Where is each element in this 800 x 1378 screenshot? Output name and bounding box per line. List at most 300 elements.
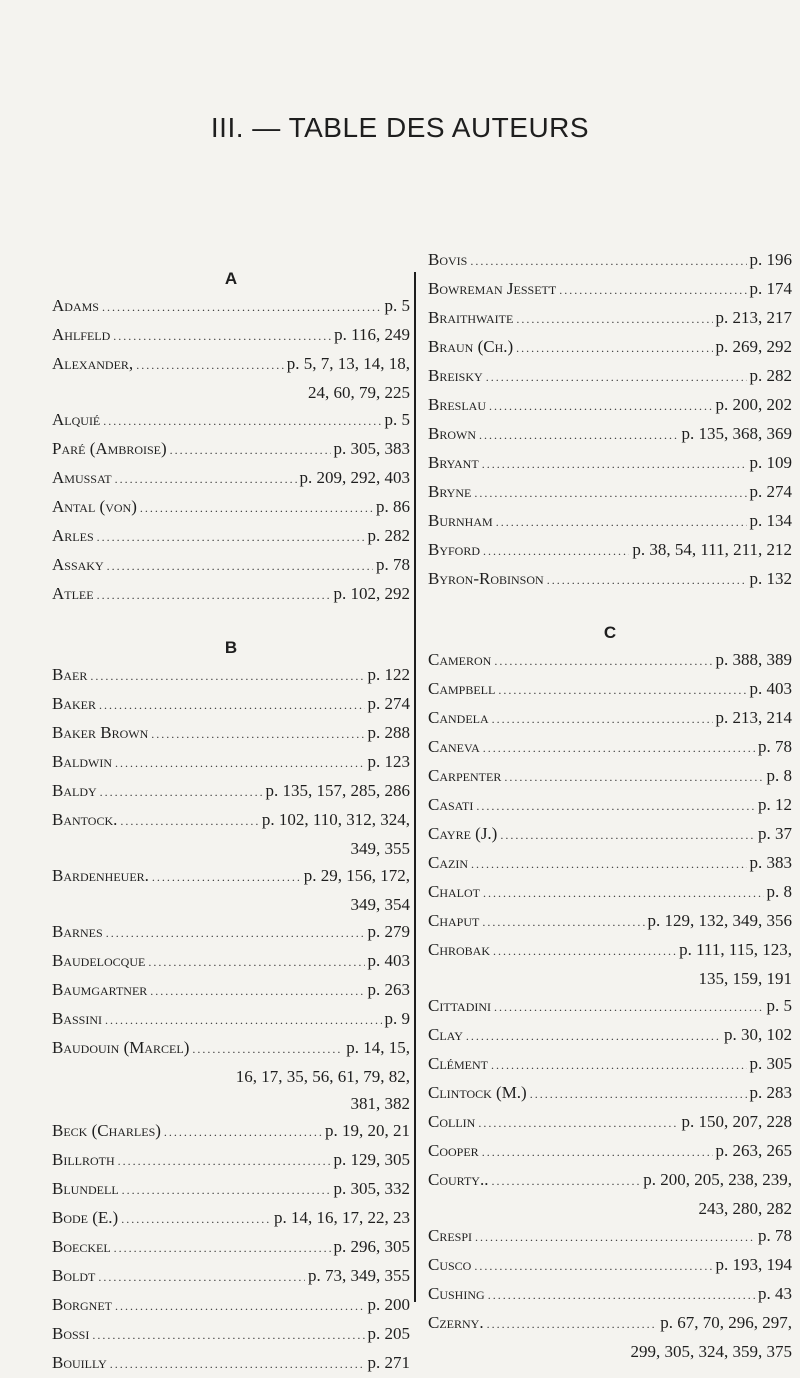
author-name: Carpenter: [428, 766, 502, 785]
page-references: p. 5, 7, 13, 14, 18,: [286, 354, 410, 373]
author-name: Chrobak: [428, 940, 491, 959]
leader-dots: [491, 1052, 747, 1079]
index-entry: [52, 661, 410, 690]
entry-row: [52, 1349, 410, 1378]
author-name: Casati: [428, 795, 474, 814]
index-entry: [428, 675, 792, 704]
leader-dots: [148, 949, 364, 976]
page-references-continued: 381, 382: [350, 1094, 410, 1113]
page-references: p. 388, 389: [715, 650, 792, 669]
page-references: p. 383: [749, 853, 792, 872]
entry-row: [428, 1280, 792, 1309]
index-entry: [428, 304, 792, 333]
leader-dots: [516, 306, 712, 333]
author-name: Candela: [428, 708, 489, 727]
page-references: p. 274: [749, 482, 792, 501]
entry-row: [52, 661, 410, 690]
entry-row: [52, 493, 410, 522]
leader-dots: [121, 1206, 271, 1233]
entry-row: [428, 1137, 792, 1166]
page-references: p. 78: [376, 555, 410, 574]
leader-dots: [120, 808, 259, 835]
author-name: Baer: [52, 665, 88, 684]
leader-dots: [140, 495, 373, 522]
entry-row: [428, 478, 792, 507]
leader-dots: [115, 466, 297, 493]
index-entry: [428, 849, 792, 878]
page-references: p. 193, 194: [715, 1255, 792, 1274]
page-references: p. 200, 205, 238, 239,: [643, 1170, 792, 1189]
entry-row: [428, 391, 792, 420]
author-name: Bovis: [428, 250, 468, 269]
index-entry: [428, 820, 792, 849]
leader-dots: [516, 335, 712, 362]
page-references: p. 200, 202: [715, 395, 792, 414]
page-references: p. 135, 157, 285, 286: [265, 781, 410, 800]
leader-dots: [492, 706, 713, 733]
page-references-continued: 16, 17, 35, 56, 61, 79, 82,: [235, 1067, 410, 1086]
author-name: Clément: [428, 1054, 488, 1073]
index-entry: [52, 1117, 410, 1146]
index-entry: [52, 1204, 410, 1233]
entry-row: [428, 733, 792, 762]
author-name: Alquié: [52, 410, 101, 429]
entry-row: [52, 690, 410, 719]
entry-row: [52, 580, 410, 609]
page-references-continued: 24, 60, 79, 225: [308, 383, 410, 402]
index-entry: [428, 1251, 792, 1280]
index-entry: [52, 918, 410, 947]
entry-row: [52, 464, 410, 493]
leader-dots: [99, 692, 364, 719]
entry-row: [428, 1222, 792, 1251]
entry-row: [428, 1309, 792, 1338]
index-entry: [52, 580, 410, 609]
author-name: Clintock (M.): [428, 1083, 527, 1102]
leader-dots: [115, 750, 365, 777]
index-entry: [428, 1309, 792, 1365]
index-entry: [428, 478, 792, 507]
index-entry: [428, 907, 792, 936]
author-name: Borgnet: [52, 1295, 113, 1314]
index-entry: [52, 947, 410, 976]
author-name: Caneva: [428, 737, 480, 756]
index-entry: [52, 1233, 410, 1262]
page-references: p. 279: [367, 922, 410, 941]
leader-dots: [466, 1023, 721, 1050]
entry-row: [428, 704, 792, 733]
leader-dots: [489, 393, 712, 420]
index-entry: [428, 1108, 792, 1137]
leader-dots: [482, 909, 644, 936]
author-name: Assaky: [52, 555, 104, 574]
index-entry: [52, 1034, 410, 1117]
entry-row: [428, 936, 792, 965]
page-references: p. 111, 115, 123,: [679, 940, 792, 959]
leader-dots: [483, 735, 755, 762]
page-references: p. 122: [367, 665, 410, 684]
author-name: Cusco: [428, 1255, 472, 1274]
page-references: p. 200: [367, 1295, 410, 1314]
page-references: p. 86: [376, 497, 410, 516]
author-name: Breisky: [428, 366, 483, 385]
index-entry: [52, 464, 410, 493]
index-entry: [428, 333, 792, 362]
author-name: Blundell: [52, 1179, 119, 1198]
leader-dots: [493, 938, 676, 965]
entry-row: [52, 321, 410, 350]
leader-dots: [98, 1264, 305, 1291]
leader-dots: [164, 1119, 322, 1146]
entry-row: [52, 777, 410, 806]
author-name: Baudelocque: [52, 951, 146, 970]
right-column: [428, 246, 792, 1365]
index-entry: [52, 1262, 410, 1291]
author-name: Cayre (J.): [428, 824, 498, 843]
author-name: Crespi: [428, 1226, 473, 1245]
author-name: Campbell: [428, 679, 496, 698]
page-references: p. 116, 249: [334, 325, 410, 344]
page-references: p. 73, 349, 355: [308, 1266, 410, 1285]
leader-dots: [471, 851, 747, 878]
index-entry: [52, 690, 410, 719]
author-name: Baudouin (Marcel): [52, 1038, 190, 1057]
leader-dots: [530, 1081, 747, 1108]
author-name: Bowreman Jessett: [428, 279, 557, 298]
index-entry: [428, 1222, 792, 1251]
page-references: p. 263: [367, 980, 410, 999]
leader-dots: [494, 994, 763, 1021]
entry-row: [428, 420, 792, 449]
author-name: Boldt: [52, 1266, 96, 1285]
entry-row: [52, 806, 410, 835]
page-references: p. 271: [367, 1353, 410, 1372]
leader-dots: [192, 1036, 343, 1063]
entry-row: [52, 947, 410, 976]
index-entry: [52, 1146, 410, 1175]
author-name: Burnham: [428, 511, 493, 530]
page-references: p. 213, 217: [715, 308, 792, 327]
leader-dots: [476, 793, 755, 820]
leader-dots: [491, 1168, 640, 1195]
author-name: Arles: [52, 526, 94, 545]
entry-row: [428, 762, 792, 791]
entry-row: [428, 333, 792, 362]
author-name: Cittadini: [428, 996, 492, 1015]
leader-dots: [97, 582, 331, 609]
page-references: p. 403: [367, 951, 410, 970]
author-name: Baker Brown: [52, 723, 149, 742]
author-name: Baldwin: [52, 752, 112, 771]
entry-row: [52, 748, 410, 777]
entry-row: [52, 976, 410, 1005]
index-entry: [52, 522, 410, 551]
author-name: Alexander,: [52, 354, 134, 373]
index-entry: [52, 1291, 410, 1320]
author-name: Bassini: [52, 1009, 103, 1028]
page-references-continued: 299, 305, 324, 359, 375: [630, 1342, 792, 1361]
entry-row: [52, 862, 410, 891]
leader-dots: [487, 1311, 658, 1338]
page-references: p. 38, 54, 111, 211, 212: [632, 540, 792, 559]
left-column: [52, 266, 410, 1378]
author-name: Adams: [52, 296, 99, 315]
leader-dots: [106, 920, 365, 947]
page-references: p. 30, 102: [724, 1025, 792, 1044]
page-references: p. 134: [749, 511, 792, 530]
page-references: p. 9: [384, 1009, 410, 1028]
page-references: p. 8: [766, 766, 792, 785]
leader-dots: [494, 648, 712, 675]
page-references-continued: 349, 354: [350, 895, 410, 914]
section-gap: [52, 609, 410, 635]
leader-dots: [482, 1139, 713, 1166]
index-entry: [52, 748, 410, 777]
entry-row: [52, 1005, 410, 1034]
index-entry: [428, 762, 792, 791]
index-entry: [428, 992, 792, 1021]
page-references: p. 102, 292: [333, 584, 410, 603]
leader-dots: [152, 864, 301, 891]
author-name: Bode (E.): [52, 1208, 119, 1227]
entry-row: [428, 1021, 792, 1050]
leader-dots: [118, 1148, 331, 1175]
index-entry: [52, 1005, 410, 1034]
column-divider: [414, 272, 416, 1302]
page-references: p. 129, 305: [333, 1150, 410, 1169]
entry-row: [52, 1175, 410, 1204]
page-references: p. 282: [749, 366, 792, 385]
entry-row: [52, 1117, 410, 1146]
index-entry: [428, 246, 792, 275]
index-entry: [428, 1050, 792, 1079]
index-entry: [52, 862, 410, 918]
page-references: p. 288: [367, 723, 410, 742]
page-references-continued: 243, 280, 282: [698, 1199, 792, 1218]
entry-row: [52, 918, 410, 947]
page-references: p. 205: [367, 1324, 410, 1343]
index-entry: [428, 791, 792, 820]
index-entry: [428, 733, 792, 762]
leader-dots: [151, 721, 364, 748]
page-references: p. 109: [749, 453, 792, 472]
author-name: Barnes: [52, 922, 103, 941]
leader-dots: [100, 779, 263, 806]
leader-dots: [496, 509, 747, 536]
author-name: Chalot: [428, 882, 480, 901]
entry-row: [428, 1108, 792, 1137]
leader-dots: [97, 524, 365, 551]
author-name: Baker: [52, 694, 97, 713]
author-name: Bossi: [52, 1324, 90, 1343]
index-entry: [52, 1349, 410, 1378]
page-references: p. 123: [367, 752, 410, 771]
leader-dots: [475, 1224, 755, 1251]
author-name: Brown: [428, 424, 477, 443]
author-name: Beck (Charles): [52, 1121, 161, 1140]
leader-dots: [115, 1293, 364, 1320]
author-name: Braithwaite: [428, 308, 514, 327]
page-references: p. 403: [749, 679, 792, 698]
leader-dots: [482, 451, 747, 478]
page-references: p. 305: [749, 1054, 792, 1073]
entry-row: [428, 1166, 792, 1195]
entry-row: [52, 1291, 410, 1320]
page-references: p. 296, 305: [333, 1237, 410, 1256]
author-name: Amussat: [52, 468, 112, 487]
index-entry: [52, 806, 410, 862]
leader-dots: [107, 553, 373, 580]
page-references: p. 5: [384, 410, 410, 429]
index-entry: [52, 493, 410, 522]
index-entry: [428, 420, 792, 449]
index-entry: [52, 406, 410, 435]
index-entry: [428, 1021, 792, 1050]
leader-dots: [105, 1007, 381, 1034]
section-letter: A: [224, 269, 238, 288]
leader-dots: [150, 978, 364, 1005]
author-name: Baldy: [52, 781, 97, 800]
author-name: Czerny.: [428, 1313, 484, 1332]
entry-row: [428, 275, 792, 304]
page-references: p. 14, 16, 17, 22, 23: [274, 1208, 410, 1227]
author-name: Cooper: [428, 1141, 479, 1160]
leader-dots: [498, 677, 746, 704]
index-entry: [428, 449, 792, 478]
author-name: Paré (Ambroise): [52, 439, 167, 458]
entry-row: [428, 304, 792, 333]
index-entry: [428, 565, 792, 594]
entry-row: [52, 435, 410, 464]
index-entry: [52, 551, 410, 580]
entry-row: [52, 1204, 410, 1233]
leader-dots: [483, 880, 764, 907]
author-name: Chaput: [428, 911, 480, 930]
leader-dots: [478, 1110, 678, 1137]
leader-dots: [103, 408, 381, 435]
page-references: p. 5: [384, 296, 410, 315]
section-letter: B: [224, 638, 238, 657]
leader-dots: [470, 248, 746, 275]
entry-row: [428, 565, 792, 594]
page-references: p. 67, 70, 296, 297,: [660, 1313, 792, 1332]
entry-row: [52, 1034, 410, 1063]
entry-row: [428, 791, 792, 820]
page-references: p. 37: [758, 824, 792, 843]
leader-dots: [114, 1235, 331, 1262]
leader-dots: [136, 352, 284, 379]
author-name: Antal (von): [52, 497, 137, 516]
index-entry: [428, 536, 792, 565]
entry-row: [428, 675, 792, 704]
page-references: p. 102, 110, 312, 324,: [261, 810, 410, 829]
author-name: Braun (Ch.): [428, 337, 514, 356]
entry-row: [428, 646, 792, 675]
entry-row: [428, 362, 792, 391]
author-name: Billroth: [52, 1150, 115, 1169]
entry-row: [52, 1262, 410, 1291]
author-name: Bryant: [428, 453, 479, 472]
index-entry: [428, 362, 792, 391]
leader-dots: [102, 294, 382, 321]
author-name: Byron-Robinson: [428, 569, 544, 588]
index-entry: [428, 1137, 792, 1166]
author-name: Collin: [428, 1112, 476, 1131]
leader-dots: [479, 422, 678, 449]
index-entry: [428, 878, 792, 907]
leader-dots: [486, 364, 747, 391]
page-references: p. 305, 383: [333, 439, 410, 458]
section-gap: [428, 594, 792, 620]
page-references: p. 29, 156, 172,: [303, 866, 410, 885]
author-name: Bantock.: [52, 810, 118, 829]
entry-row: [428, 878, 792, 907]
leader-dots: [547, 567, 747, 594]
index-entry: [428, 391, 792, 420]
page-references: p. 129, 132, 349, 356: [647, 911, 792, 930]
leader-dots: [474, 1253, 712, 1280]
leader-dots: [122, 1177, 331, 1204]
leader-dots: [113, 323, 331, 350]
page-references: p. 283: [749, 1083, 792, 1102]
index-entry: [428, 704, 792, 733]
page-references: p. 12: [758, 795, 792, 814]
index-entry: [52, 777, 410, 806]
leader-dots: [504, 764, 763, 791]
entry-row: [428, 820, 792, 849]
page-references: p. 305, 332: [333, 1179, 410, 1198]
entry-row: [428, 449, 792, 478]
entry-row: [52, 1320, 410, 1349]
leader-dots: [559, 277, 746, 304]
page-references: p. 263, 265: [715, 1141, 792, 1160]
entry-row: [52, 406, 410, 435]
index-entry: [52, 321, 410, 350]
index-entry: [428, 275, 792, 304]
author-name: Baumgartner: [52, 980, 148, 999]
index-entry: [428, 1079, 792, 1108]
page-title: III. — TABLE DES AUTEURS: [210, 112, 590, 143]
author-name: Cameron: [428, 650, 492, 669]
entry-row: [428, 849, 792, 878]
index-entry: [428, 507, 792, 536]
entry-row: [52, 522, 410, 551]
page-references-continued: 349, 355: [350, 839, 410, 858]
section-letter: C: [603, 623, 617, 642]
author-name: Boeckel: [52, 1237, 111, 1256]
index-entry: [52, 976, 410, 1005]
entry-row: [428, 1050, 792, 1079]
page-references: p. 78: [758, 1226, 792, 1245]
author-name: Ahlfeld: [52, 325, 111, 344]
leader-dots: [474, 480, 746, 507]
author-name: Atlee: [52, 584, 94, 603]
leader-dots: [110, 1351, 365, 1378]
index-entry: [428, 936, 792, 992]
page-references: p. 43: [758, 1284, 792, 1303]
page-references: p. 150, 207, 228: [681, 1112, 792, 1131]
entry-row: [428, 536, 792, 565]
author-name: Bryne: [428, 482, 472, 501]
leader-dots: [500, 822, 755, 849]
index-entry: [52, 292, 410, 321]
page-references: p. 78: [758, 737, 792, 756]
entry-row: [428, 1079, 792, 1108]
page-references: p. 132: [749, 569, 792, 588]
entry-row: [52, 1146, 410, 1175]
page-references: p. 135, 368, 369: [681, 424, 792, 443]
page-references: p. 14, 15,: [346, 1038, 410, 1057]
